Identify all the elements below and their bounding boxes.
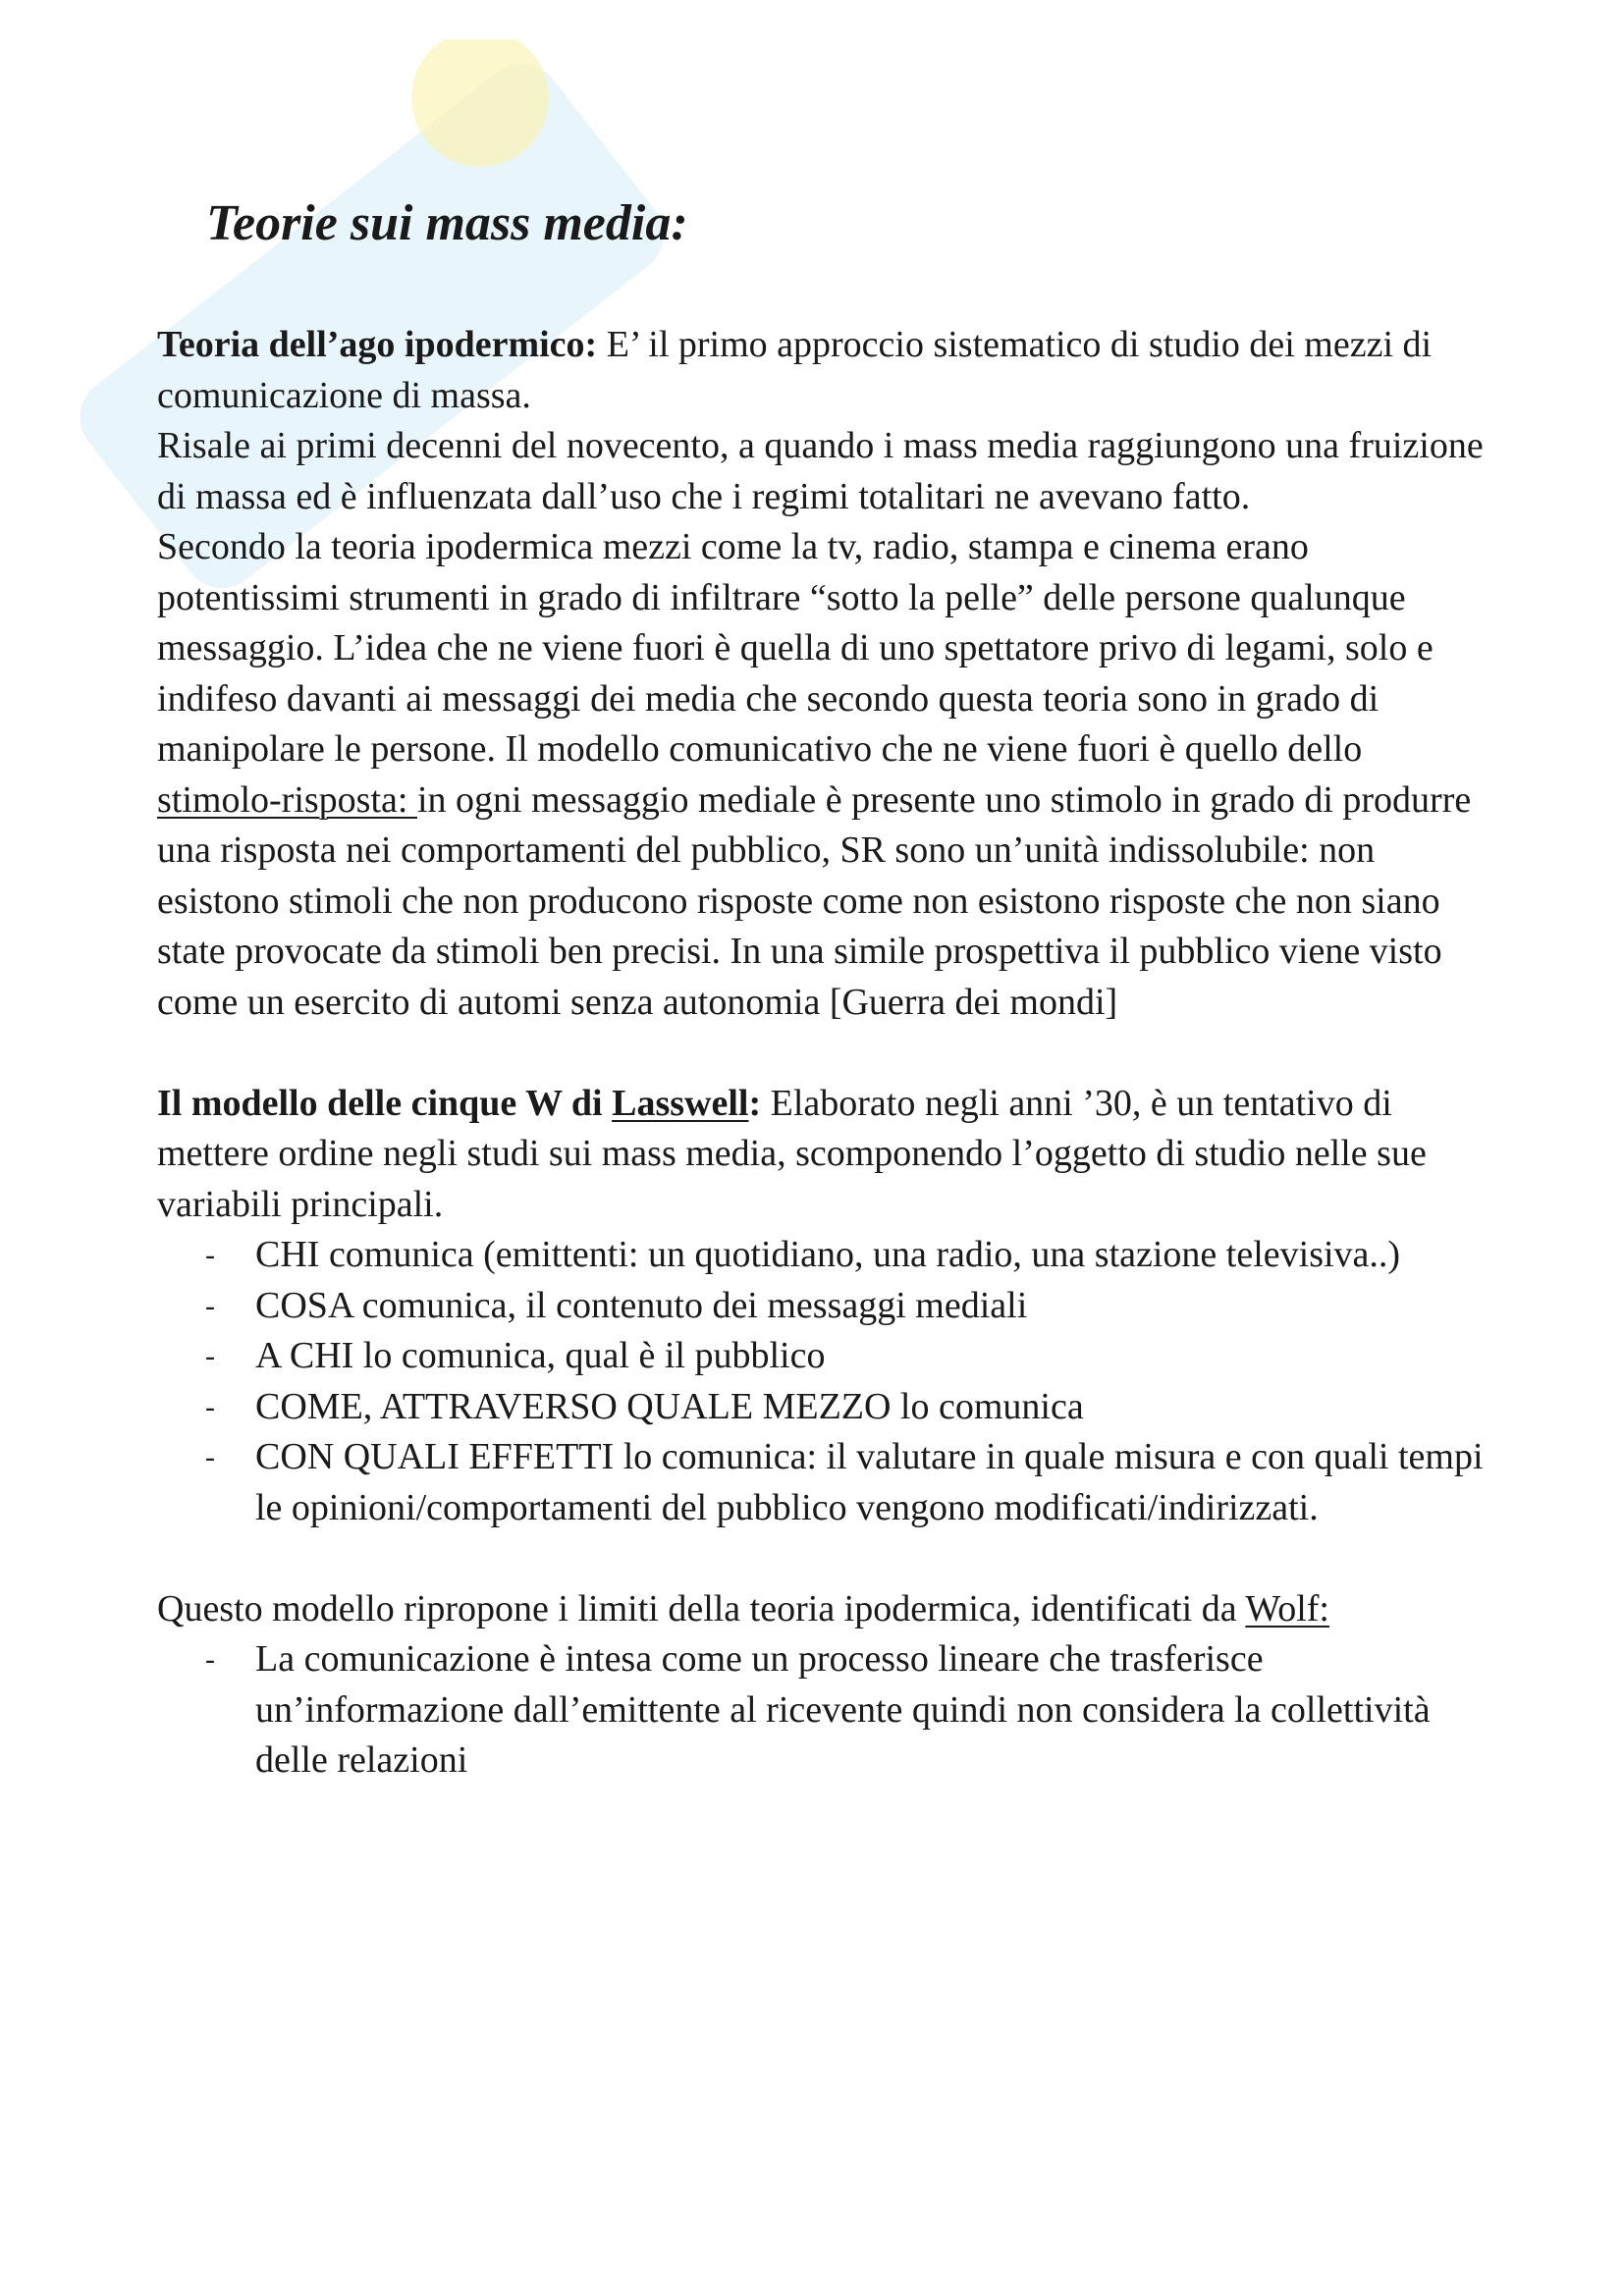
paragraph: Risale ai primi decenni del novecento, a quando i mass media raggiungono una fruizione di massa ed è influenzata dall’uso che i regimi totalitari ne avevano fatto. (157, 425, 1484, 517)
section-wolf-limits: Questo modello ripropone i limiti della teoria ipodermica, identificati da Wolf: (157, 1587, 1329, 1629)
list-item: - COME, ATTRAVERSO QUALE MEZZO lo comunica (157, 1382, 1492, 1433)
list-item: - A CHI lo comunica, qual è il pubblico (157, 1331, 1492, 1382)
stimolo-risposta-term: stimolo-risposta: (157, 778, 417, 821)
section-ago-ipodermico-intro: Teoria dell’ago ipodermico: E’ il primo approccio sistematico di studio dei mezzi di comunicazione di massa. (157, 324, 1433, 416)
wolf-limits-list (157, 1634, 1492, 1787)
section-lasswell-intro: Il modello delle cinque W di Lasswell: Elaborato negli anni ’30, è un tentativo di mettere ordine negli studi sui mass media, scomponendo l’oggetto di studio nelle sue variabili principali. (157, 1082, 1427, 1225)
five-w-list (157, 1230, 1492, 1533)
list-item: - La comunicazione è intesa come un processo lineare che trasferisce un’informazione dall’emittente al ricevente quindi non considera la collettività delle relazioni (157, 1634, 1492, 1787)
section-heading: Il modello delle cinque W di Lasswell: (157, 1082, 762, 1124)
list-item: - CHI comunica (emittenti: un quotidiano, una radio, una stazione televisiva..) (157, 1230, 1492, 1281)
page-title: Teorie sui mass media: (206, 195, 688, 251)
document-body (157, 320, 1492, 1787)
list-item: - CON QUALI EFFETTI lo comunica: il valutare in quale misura e con quali tempi le opinioni/comportamenti del pubblico vengono modificati/indirizzati. (157, 1432, 1492, 1533)
paragraph: Secondo la teoria ipodermica mezzi come la tv, radio, stampa e cinema erano potentissimi strumenti in grado di infiltrare “sotto la pelle” delle persone qualunque messaggio. L’idea che ne viene fuori è quella di uno spettatore privo di legami, solo e indifeso davanti ai messaggi dei media che secondo questa teoria sono in grado di manipolare le persone. Il modello comunicativo che ne viene fuori è quello dello stimolo-risposta: in ogni messaggio mediale è presente uno stimolo in grado di produrre una risposta nei comportamenti del pubblico, SR sono un’unità indissolubile: non esistono stimoli che non producono risposte come non esistono risposte che non siano state provocate da stimoli ben precisi. In una simile prospettiva il pubblico viene visto come un esercito di automi senza autonomia [Guerra dei mondi] (157, 526, 1472, 1023)
section-heading: Teoria dell’ago ipodermico: (157, 324, 598, 365)
list-item: - COSA comunica, il contenuto dei messaggi mediali (157, 1281, 1492, 1332)
lasswell-term: Lasswell (612, 1082, 749, 1124)
wolf-term: Wolf: (1245, 1587, 1329, 1629)
